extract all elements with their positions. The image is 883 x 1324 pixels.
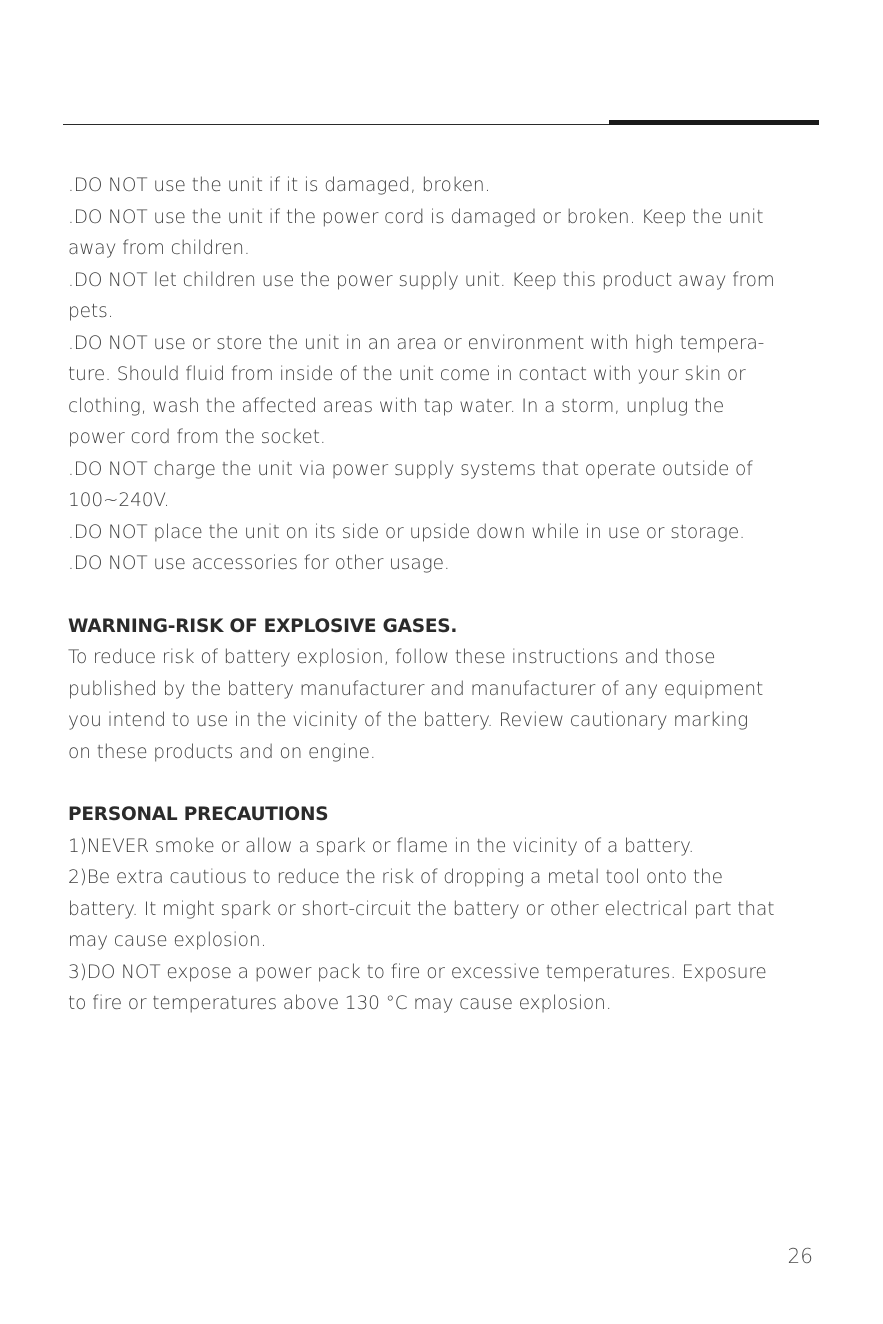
precautions-section bbox=[68, 799, 828, 1020]
warning-line: published by the battery manufacturer and manufacturer of any equipment bbox=[68, 678, 764, 700]
instruction-line: .DO NOT place the unit on its side or upside down while in use or storage. bbox=[68, 521, 745, 543]
instruction-line: .DO NOT use the unit if it is damaged, broken. bbox=[68, 175, 491, 196]
instruction-line: .DO NOT use or store the unit in an area or environment with high tempera- bbox=[68, 332, 765, 354]
instruction-line: power cord from the socket. bbox=[68, 427, 326, 448]
precaution-line: battery. It might spark or short-circuit the battery or other electrical part that bbox=[68, 898, 775, 920]
precaution-line: 3)DO NOT expose a power pack to fire or excessive temperatures. Exposure bbox=[68, 961, 767, 983]
warning-line: on these products and on engine. bbox=[68, 741, 376, 763]
instructions-section bbox=[68, 170, 828, 580]
instruction-line: ture. Should fluid from inside of the unit come in contact with your skin or bbox=[68, 364, 746, 385]
precaution-line: 1)NEVER smoke or allow a spark or flame in the vicinity of a battery. bbox=[68, 835, 694, 857]
instruction-line: pets. bbox=[68, 301, 114, 322]
precaution-line: may cause explosion. bbox=[68, 930, 267, 951]
instruction-line: .DO NOT let children use the power supply unit. Keep this product away from bbox=[68, 269, 775, 291]
instruction-line: 100~240V. bbox=[68, 490, 170, 511]
header-accent-bar bbox=[609, 120, 819, 125]
warning-section bbox=[68, 611, 828, 769]
instruction-line: .DO NOT use the unit if the power cord is damaged or broken. Keep the unit bbox=[68, 206, 764, 228]
precaution-line: to fire or temperatures above 130 °C may cause explosion. bbox=[68, 993, 612, 1014]
page-content bbox=[68, 170, 828, 1020]
page-number: 26 bbox=[787, 1244, 813, 1268]
precautions-heading: PERSONAL PRECAUTIONS bbox=[68, 804, 329, 825]
warning-line: To reduce risk of battery explosion, follow these instructions and those bbox=[68, 647, 716, 668]
instruction-line: clothing, wash the affected areas with tap water. In a storm, unplug the bbox=[68, 395, 725, 417]
instruction-line: .DO NOT charge the unit via power supply systems that operate outside of bbox=[68, 458, 753, 480]
warning-heading: WARNING-RISK OF EXPLOSIVE GASES. bbox=[68, 615, 458, 637]
instruction-line: .DO NOT use accessories for other usage. bbox=[68, 553, 450, 574]
precaution-line: 2)Be extra cautious to reduce the risk of dropping a metal tool onto the bbox=[68, 867, 723, 888]
instruction-line: away from children. bbox=[68, 238, 250, 259]
warning-line: you intend to use in the vicinity of the battery. Review cautionary marking bbox=[68, 710, 749, 731]
